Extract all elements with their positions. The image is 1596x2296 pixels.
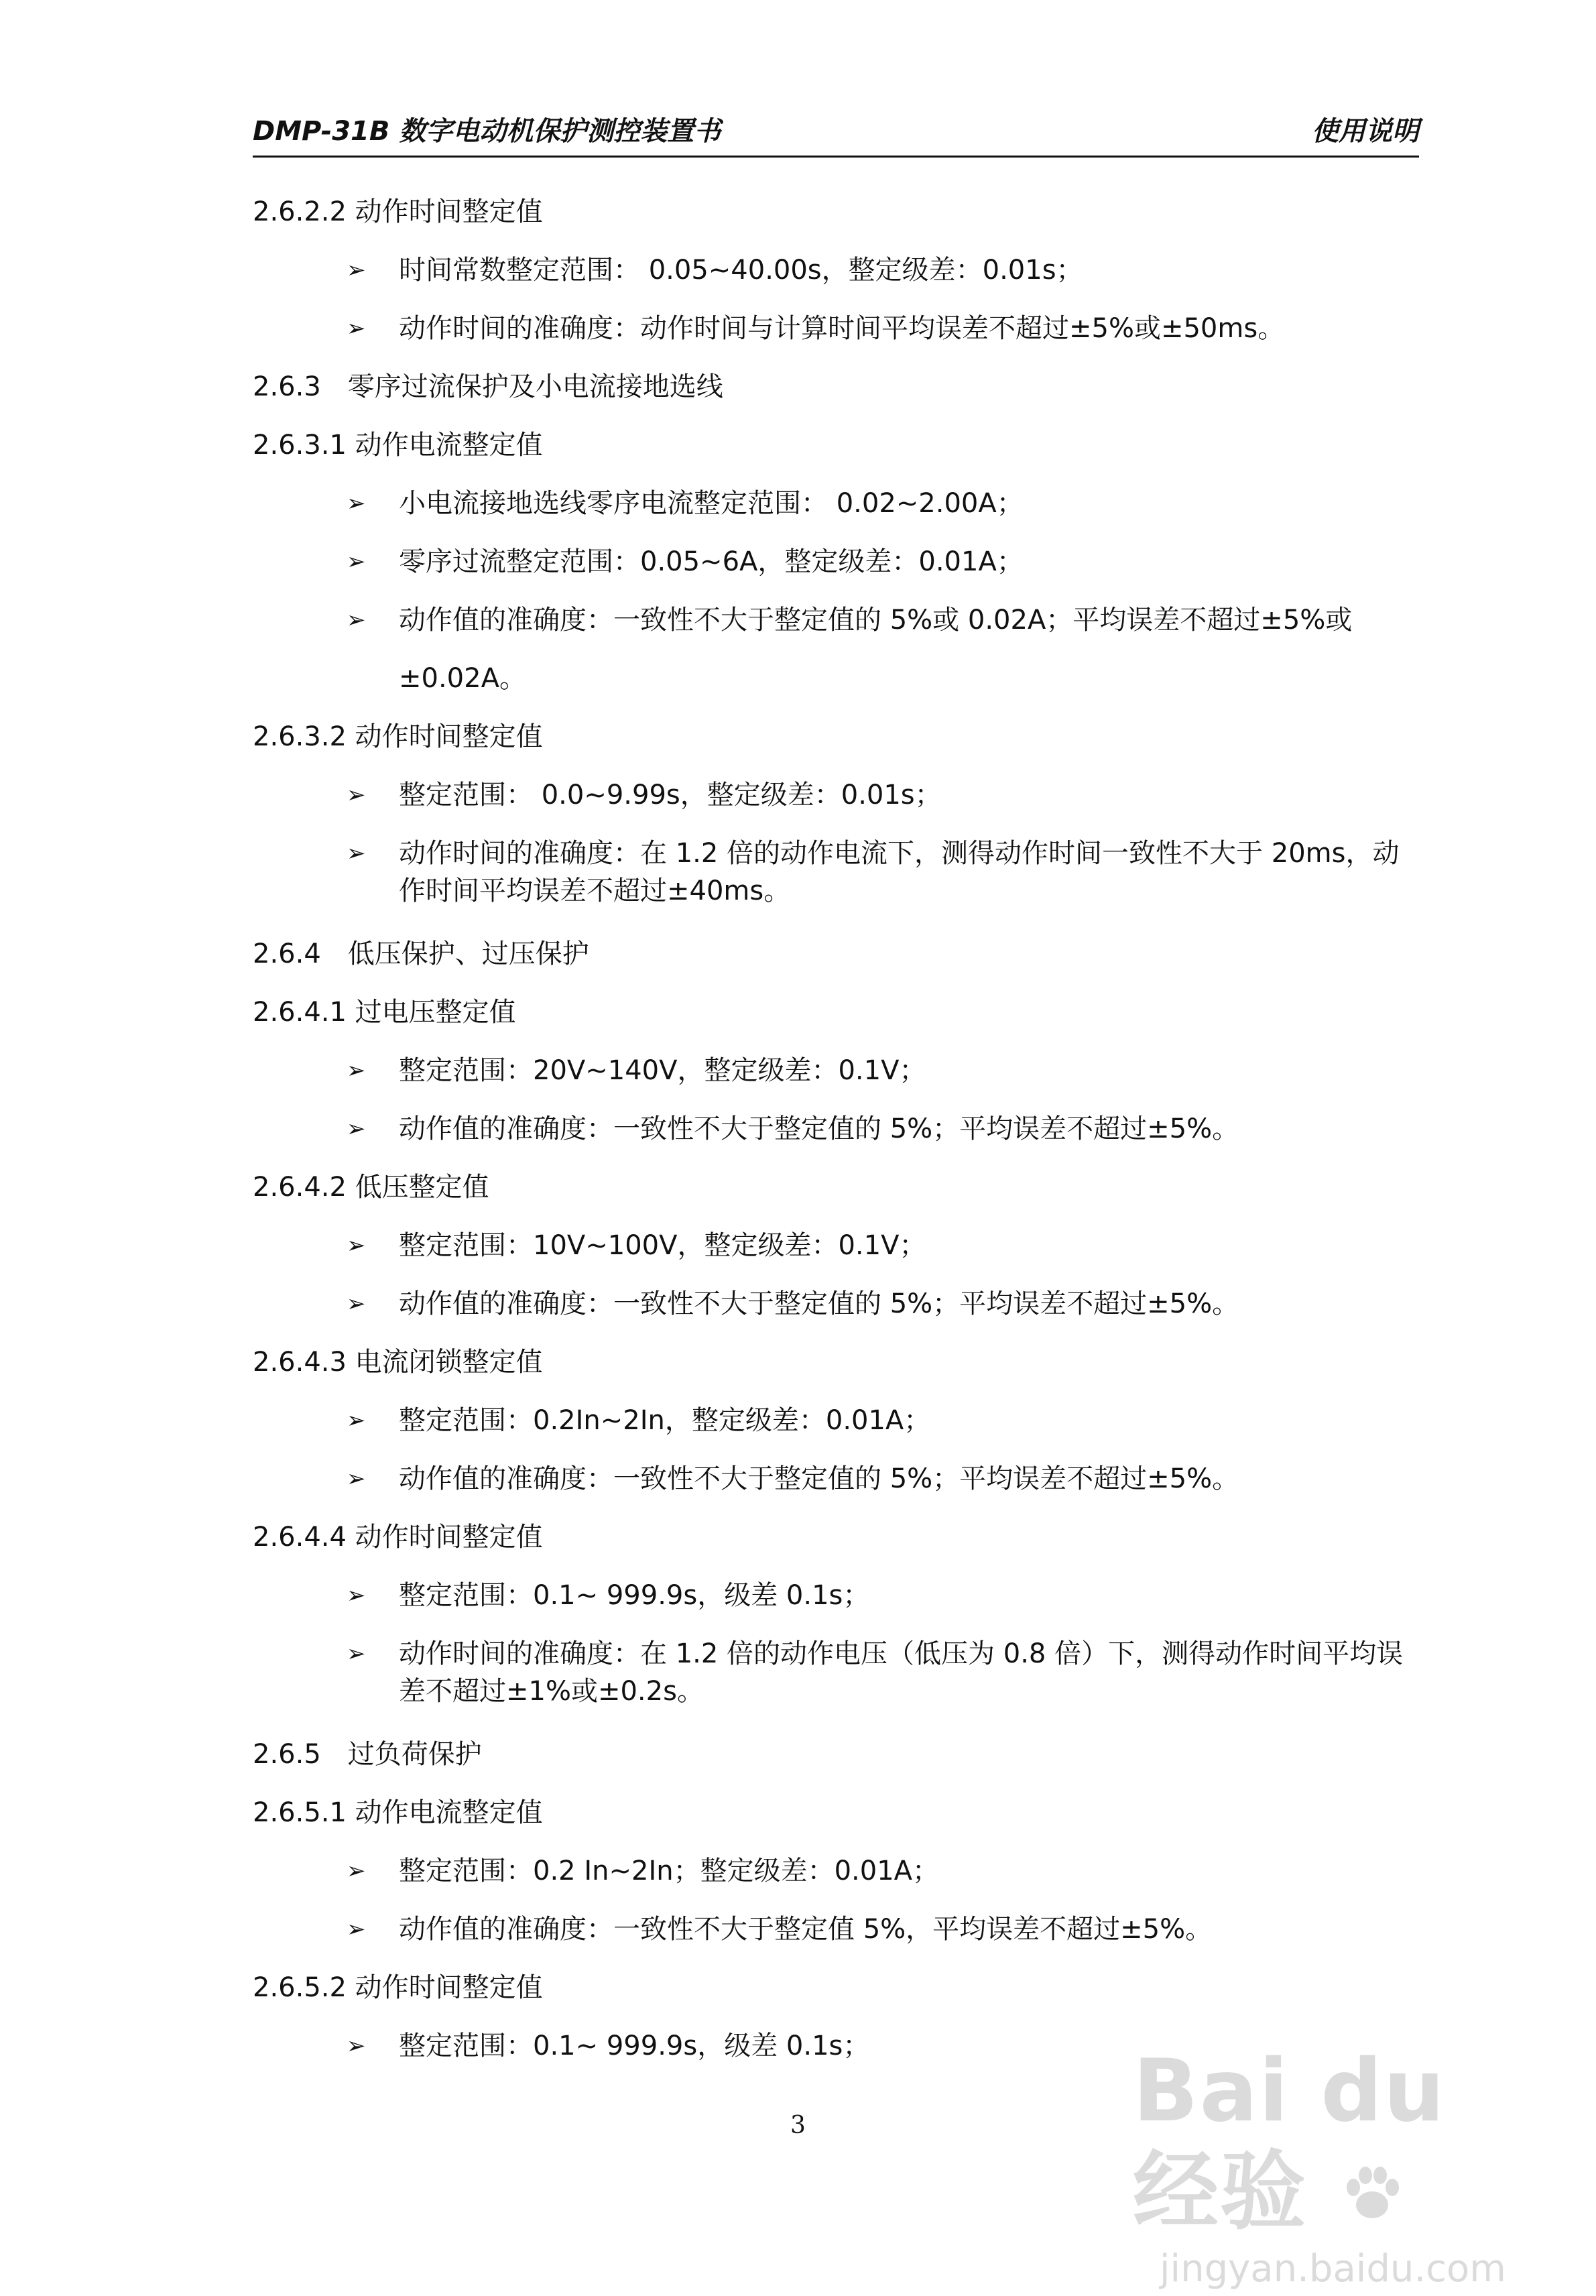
section-heading: 2.6.4.2 低压整定值 (253, 1172, 489, 1203)
list-item-text: 动作值的准确度：一致性不大于整定值的 5%或 0.02A；平均误差不超过±5%或 (399, 605, 1353, 636)
watermark-logo-text: Bai du 经验 (1133, 2041, 1447, 2242)
list-item (253, 310, 1419, 368)
list-item-text: 动作时间的准确度：在 1.2 倍的动作电流下，测得动作时间一致性不大于 20ms，动作时间平均误差不超过±40ms。 (399, 838, 1400, 906)
arrow-bullet-icon: ➢ (347, 1465, 366, 1492)
arrow-bullet-icon: ➢ (347, 1407, 366, 1434)
section-heading: 2.6.5.1 动作电流整定值 (253, 1797, 543, 1828)
list-item-text: 整定范围：10V~100V，整定级差：0.1V； (399, 1230, 926, 1261)
header-right-label: 使用说明 (1312, 116, 1419, 147)
list-item-text: 动作值的准确度：一致性不大于整定值的 5%；平均误差不超过±5%。 (399, 1113, 1239, 1144)
watermark-logo (1133, 2041, 1508, 2242)
list-item-text: 时间常数整定范围： 0.05~40.00s，整定级差：0.01s； (399, 255, 1083, 286)
arrow-bullet-icon: ➢ (347, 1582, 366, 1609)
list-item (253, 776, 1419, 835)
arrow-bullet-icon: ➢ (347, 782, 366, 808)
list-item-text: 整定范围：0.2 In~2In；整定级差：0.01A； (399, 1856, 940, 1886)
list-item (253, 251, 1419, 310)
baidu-jingyan-watermark (1133, 2041, 1508, 2291)
list-item (253, 1635, 1419, 1736)
list-item-text: 零序过流整定范围：0.05~6A，整定级差：0.01A； (399, 546, 1024, 577)
list-item (253, 601, 1419, 660)
list-item (253, 1227, 1419, 1285)
arrow-bullet-icon: ➢ (347, 1290, 366, 1317)
page-header (253, 113, 1419, 158)
arrow-bullet-icon: ➢ (347, 1640, 366, 1667)
page-number: 3 (790, 2112, 806, 2139)
list-item (253, 1577, 1419, 1635)
list-item-text: 动作值的准确度：一致性不大于整定值 5%，平均误差不超过±5%。 (399, 1914, 1213, 1945)
section-heading: 2.6.3.1 动作电流整定值 (253, 430, 543, 461)
section-heading: 2.6.5 过负荷保护 (253, 1739, 482, 1770)
section-heading: 2.6.5.2 动作时间整定值 (253, 1972, 543, 2003)
list-item-text: 动作时间的准确度：在 1.2 倍的动作电压（低压为 0.8 倍）下，测得动作时间平均误差不超过±1%或±0.2s。 (399, 1638, 1404, 1707)
section-heading: 2.6.4.3 电流闭锁整定值 (253, 1347, 543, 1378)
list-item (253, 1911, 1419, 1969)
list-item-text: 小电流接地选线零序电流整定范围： 0.02~2.00A； (399, 488, 1024, 519)
list-item (253, 543, 1419, 601)
list-item (253, 1460, 1419, 1518)
section-heading: 2.6.2.2 动作时间整定值 (253, 196, 543, 227)
list-item-text: 整定范围：0.1~ 999.9s，级差 0.1s； (399, 1580, 870, 1611)
document-body (253, 193, 1419, 2086)
section-heading: 2.6.4.1 过电压整定值 (253, 997, 516, 1028)
arrow-bullet-icon: ➢ (347, 257, 366, 284)
section-heading: 2.6.4.4 动作时间整定值 (253, 1522, 543, 1553)
arrow-bullet-icon: ➢ (347, 2033, 366, 2059)
arrow-bullet-icon: ➢ (347, 1916, 366, 1943)
list-item-text: 动作值的准确度：一致性不大于整定值的 5%；平均误差不超过±5%。 (399, 1463, 1239, 1494)
paw-icon (1339, 2161, 1406, 2228)
arrow-bullet-icon: ➢ (347, 1858, 366, 1884)
arrow-bullet-icon: ➢ (347, 315, 366, 342)
arrow-bullet-icon: ➢ (347, 607, 366, 633)
watermark-url: jingyan.baidu.com (1160, 2247, 1506, 2291)
list-item (253, 1110, 1419, 1168)
list-item (253, 835, 1419, 935)
list-item (253, 1285, 1419, 1343)
section-heading: 2.6.3.2 动作时间整定值 (253, 721, 543, 752)
list-item-text: 动作时间的准确度：动作时间与计算时间平均误差不超过±5%或±50ms。 (399, 313, 1285, 344)
section-heading: 2.6.3 零序过流保护及小电流接地选线 (253, 371, 723, 402)
arrow-bullet-icon: ➢ (347, 1232, 366, 1259)
list-item-text: 动作值的准确度：一致性不大于整定值的 5%；平均误差不超过±5%。 (399, 1288, 1239, 1319)
arrow-bullet-icon: ➢ (347, 548, 366, 575)
list-item-text: 整定范围：0.1~ 999.9s，级差 0.1s； (399, 2031, 870, 2061)
section-heading: 2.6.4 低压保护、过压保护 (253, 939, 589, 969)
list-item (253, 1402, 1419, 1460)
list-item (253, 485, 1419, 543)
header-title: DMP-31B 数字电动机保护测控装置书 (253, 116, 721, 147)
list-item (253, 1852, 1419, 1911)
list-item-text: 整定范围：20V~140V，整定级差：0.1V； (399, 1055, 926, 1086)
arrow-bullet-icon: ➢ (347, 1057, 366, 1084)
list-item-continuation: ±0.02A。 (399, 663, 526, 694)
list-item (253, 1052, 1419, 1110)
arrow-bullet-icon: ➢ (347, 490, 366, 517)
arrow-bullet-icon: ➢ (347, 840, 366, 867)
arrow-bullet-icon: ➢ (347, 1115, 366, 1142)
list-item-text: 整定范围：0.2In~2In，整定级差：0.01A； (399, 1405, 931, 1436)
list-item-text: 整定范围： 0.0~9.99s，整定级差：0.01s； (399, 780, 942, 810)
